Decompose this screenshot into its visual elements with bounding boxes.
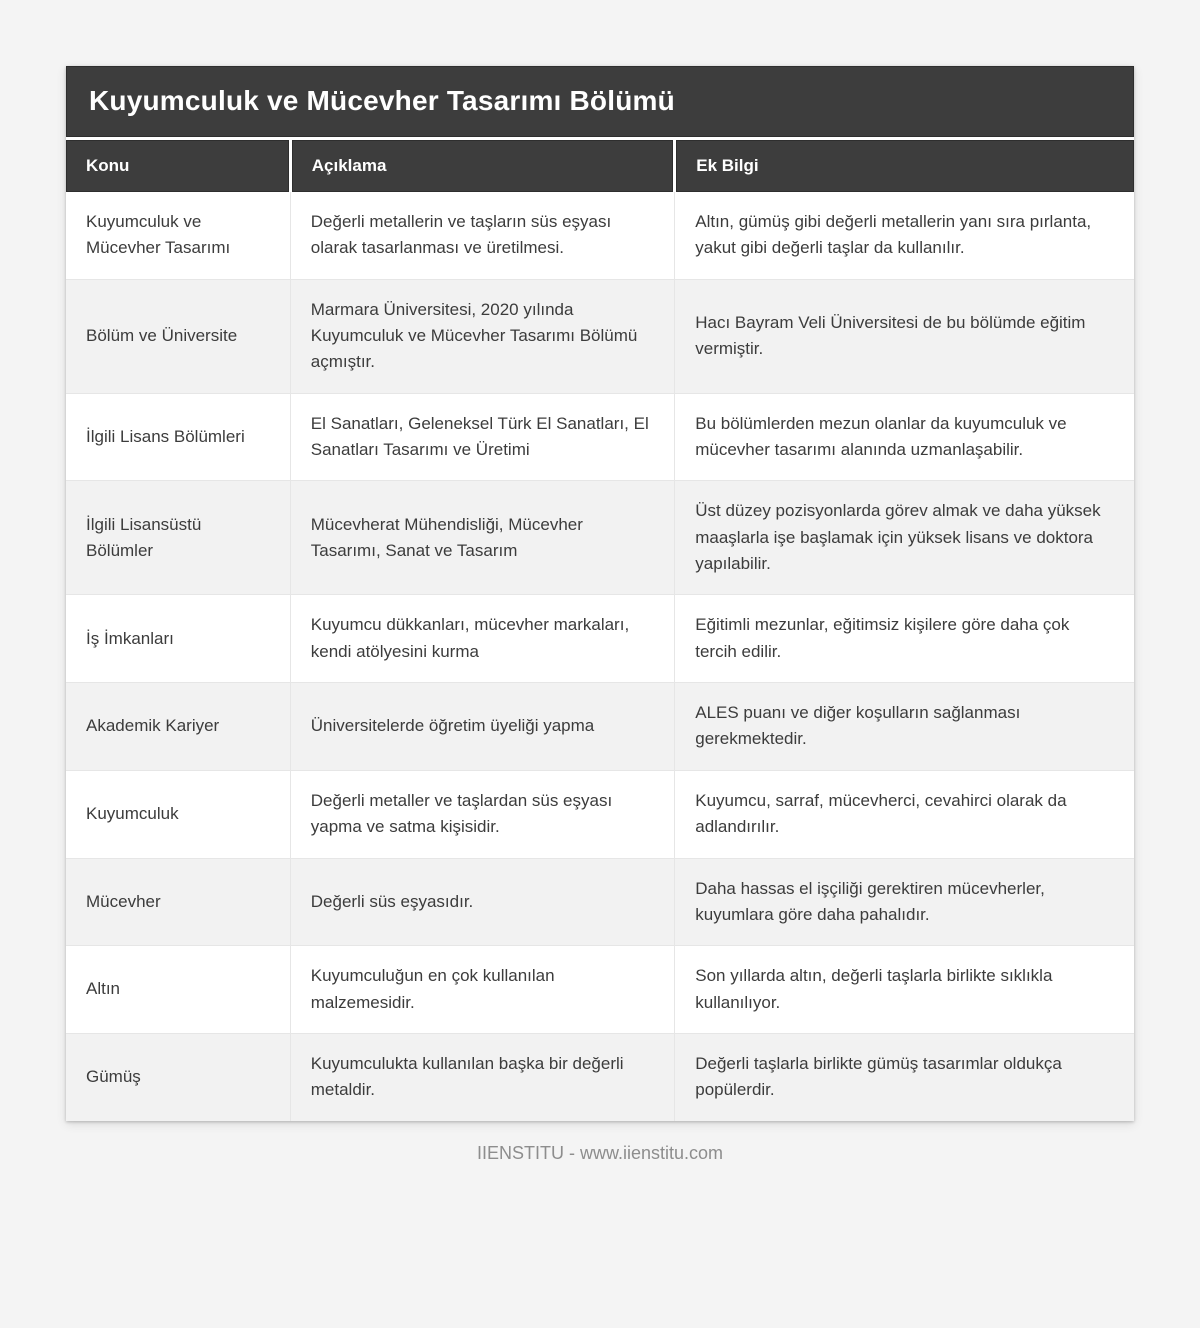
cell-aciklama: Değerli metallerin ve taşların süs eşyası olarak tasarlanması ve üretilmesi. bbox=[290, 192, 674, 279]
cell-aciklama: Üniversitelerde öğretim üyeliği yapma bbox=[290, 683, 674, 771]
cell-konu: Altın bbox=[66, 946, 290, 1034]
content-table bbox=[66, 140, 1134, 1121]
table-card bbox=[66, 66, 1134, 1121]
table-row bbox=[66, 858, 1134, 946]
cell-ek-bilgi: Üst düzey pozisyonlarda görev almak ve daha yüksek maaşlarla işe başlamak için yüksek lisans ve doktora yapılabilir. bbox=[675, 481, 1134, 595]
cell-konu: Mücevher bbox=[66, 858, 290, 946]
cell-aciklama: Kuyumcu dükkanları, mücevher markaları, kendi atölyesini kurma bbox=[290, 595, 674, 683]
table-row bbox=[66, 192, 1134, 279]
table-row bbox=[66, 393, 1134, 481]
cell-aciklama: Kuyumculukta kullanılan başka bir değerli metaldir. bbox=[290, 1033, 674, 1120]
cell-ek-bilgi: Daha hassas el işçiliği gerektiren mücevherler, kuyumlara göre daha pahalıdır. bbox=[675, 858, 1134, 946]
cell-konu: Gümüş bbox=[66, 1033, 290, 1120]
cell-konu: İş İmkanları bbox=[66, 595, 290, 683]
cell-ek-bilgi: Eğitimli mezunlar, eğitimsiz kişilere göre daha çok tercih edilir. bbox=[675, 595, 1134, 683]
cell-ek-bilgi: Son yıllarda altın, değerli taşlarla birlikte sıklıkla kullanılıyor. bbox=[675, 946, 1134, 1034]
table-row bbox=[66, 481, 1134, 595]
cell-aciklama: Mücevherat Mühendisliği, Mücevher Tasarımı, Sanat ve Tasarım bbox=[290, 481, 674, 595]
table-header bbox=[66, 140, 1134, 192]
cell-konu: İlgili Lisansüstü Bölümler bbox=[66, 481, 290, 595]
table-row bbox=[66, 683, 1134, 771]
cell-ek-bilgi: Değerli taşlarla birlikte gümüş tasarımlar oldukça popülerdir. bbox=[675, 1033, 1134, 1120]
table-row bbox=[66, 595, 1134, 683]
cell-aciklama: Marmara Üniversitesi, 2020 yılında Kuyumculuk ve Mücevher Tasarımı Bölümü açmıştır. bbox=[290, 279, 674, 393]
cell-konu: Kuyumculuk bbox=[66, 770, 290, 858]
cell-konu: Akademik Kariyer bbox=[66, 683, 290, 771]
cell-ek-bilgi: Hacı Bayram Veli Üniversitesi de bu bölümde eğitim vermiştir. bbox=[675, 279, 1134, 393]
cell-ek-bilgi: ALES puanı ve diğer koşulların sağlanması gerekmektedir. bbox=[675, 683, 1134, 771]
column-header-konu: Konu bbox=[66, 140, 290, 192]
cell-ek-bilgi: Kuyumcu, sarraf, mücevherci, cevahirci olarak da adlandırılır. bbox=[675, 770, 1134, 858]
cell-ek-bilgi: Altın, gümüş gibi değerli metallerin yanı sıra pırlanta, yakut gibi değerli taşlar da kullanılır. bbox=[675, 192, 1134, 279]
page-title: Kuyumculuk ve Mücevher Tasarımı Bölümü bbox=[66, 66, 1134, 137]
table-row bbox=[66, 279, 1134, 393]
table-row bbox=[66, 1033, 1134, 1120]
cell-konu: Kuyumculuk ve Mücevher Tasarımı bbox=[66, 192, 290, 279]
header-row bbox=[66, 140, 1134, 192]
table-row bbox=[66, 946, 1134, 1034]
cell-aciklama: Kuyumculuğun en çok kullanılan malzemesidir. bbox=[290, 946, 674, 1034]
table-body bbox=[66, 192, 1134, 1121]
cell-aciklama: Değerli metaller ve taşlardan süs eşyası yapma ve satma kişisidir. bbox=[290, 770, 674, 858]
cell-aciklama: El Sanatları, Geleneksel Türk El Sanatları, El Sanatları Tasarımı ve Üretimi bbox=[290, 393, 674, 481]
cell-aciklama: Değerli süs eşyasıdır. bbox=[290, 858, 674, 946]
cell-konu: Bölüm ve Üniversite bbox=[66, 279, 290, 393]
footer-credit: IIENSTITU - www.iienstitu.com bbox=[476, 1142, 724, 1163]
cell-ek-bilgi: Bu bölümlerden mezun olanlar da kuyumculuk ve mücevher tasarımı alanında uzmanlaşabilir. bbox=[675, 393, 1134, 481]
cell-konu: İlgili Lisans Bölümleri bbox=[66, 393, 290, 481]
column-header-aciklama: Açıklama bbox=[290, 140, 674, 192]
column-header-ek-bilgi: Ek Bilgi bbox=[675, 140, 1134, 192]
table-row bbox=[66, 770, 1134, 858]
